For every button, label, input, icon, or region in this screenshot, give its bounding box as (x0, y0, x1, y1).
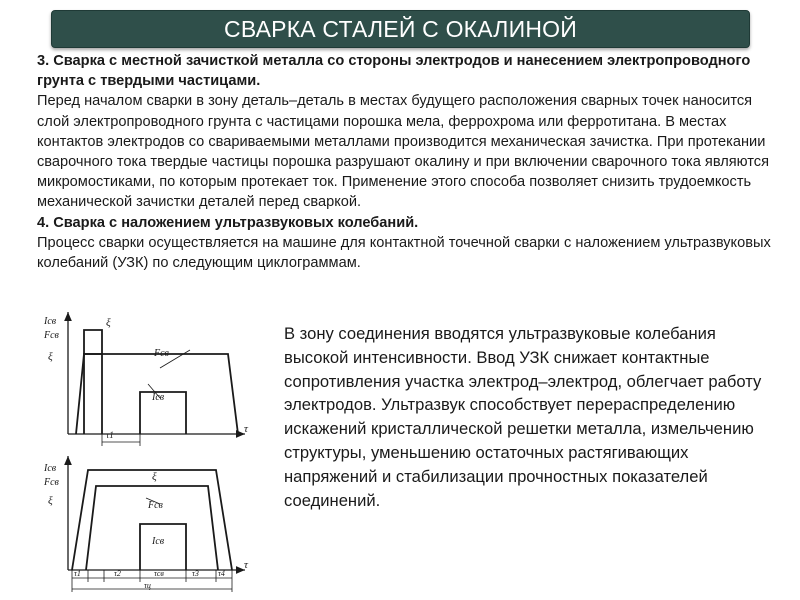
current-pulse-2 (140, 524, 186, 570)
y-label-xi-2: ξ (48, 495, 53, 507)
xi-label-2: ξ (152, 471, 157, 483)
interval-label-1: τ1 (106, 430, 114, 440)
time-label-2: τ (244, 559, 248, 571)
section-4-body: Процесс сварки осуществляется на машине для контактной точечной сварки с наложением ультразвуковых колебаний (УЗК) по следующим циклограммам. (37, 234, 771, 272)
section-3-heading: 3. Сварка с местной зачисткой металла со стороны электродов и нанесением электропроводного грунта с твердыми частицами. (37, 53, 751, 90)
y-label-xi-1: ξ (48, 351, 53, 363)
force-label-1: Fсв (154, 348, 169, 359)
y-label-current-2: Iсв (44, 463, 57, 474)
interval-label-t4: τ4 (218, 569, 225, 578)
current-label-1: Iсв (152, 392, 165, 403)
cyclogram-2 (43, 456, 249, 592)
force-label-2: Fсв (148, 500, 163, 511)
slide-title: СВАРКА СТАЛЕЙ С ОКАЛИНОЙ (51, 10, 750, 48)
cyclogram-1 (43, 312, 249, 446)
y-label-current-1: Iсв (44, 316, 57, 327)
interval-label-t1: τ1 (74, 569, 81, 578)
section-4-heading: 4. Сварка с наложением ультразвуковых колебаний. (37, 214, 419, 231)
cyclogram-svg (40, 308, 255, 593)
xi-curve-2 (72, 470, 232, 570)
cyclograms (40, 308, 255, 598)
current-label-2: Iсв (152, 536, 165, 547)
interval-label-t2: τ2 (114, 569, 121, 578)
ultrasound-description: В зону соединения вводятся ультразвуковые колебания высокой интенсивности. Ввод УЗК снижает контактные сопротивления участка электрод–электрод, облегчает работу электродов. Ультразвук способствует перераспределению искажений кристаллической решетки металла, измельчению структуры, уменьшению остаточных растягивающих напряжений и стабилизации прочностных показателей соединений. (284, 324, 762, 510)
xi-pulse-top-1 (84, 330, 102, 354)
interval-label-total: τц (144, 581, 151, 590)
interval-label-tsv: τсв (154, 569, 164, 578)
section-3-body: Перед началом сварки в зону деталь–деталь в местах будущего расположения сварных точек наносится слой электропроводного грунта с частицами порошка мела, феррохрома или ферротитана. В местах контактов электродов со свариваемыми металлами производится механическая зачистка. При протекании сварочного тока твердые частицы порошка разрушают окалину и при включении сварочного тока являются микромостиками, по которым протекает ток. Применение этого способа позволяет снизить трудоемкость механической зачистки деталей перед сваркой. (37, 93, 770, 211)
interval-ticks-2 (72, 570, 232, 592)
y-label-force-1: Fсв (44, 330, 59, 341)
xi-pulse-1 (84, 354, 102, 434)
y-label-force-2: Fсв (44, 477, 59, 488)
force-curve-2 (86, 486, 218, 570)
xi-label-1: ξ (106, 317, 111, 329)
time-label-1: τ (244, 423, 248, 435)
interval-label-t3: τ3 (192, 569, 199, 578)
main-text (37, 51, 777, 273)
